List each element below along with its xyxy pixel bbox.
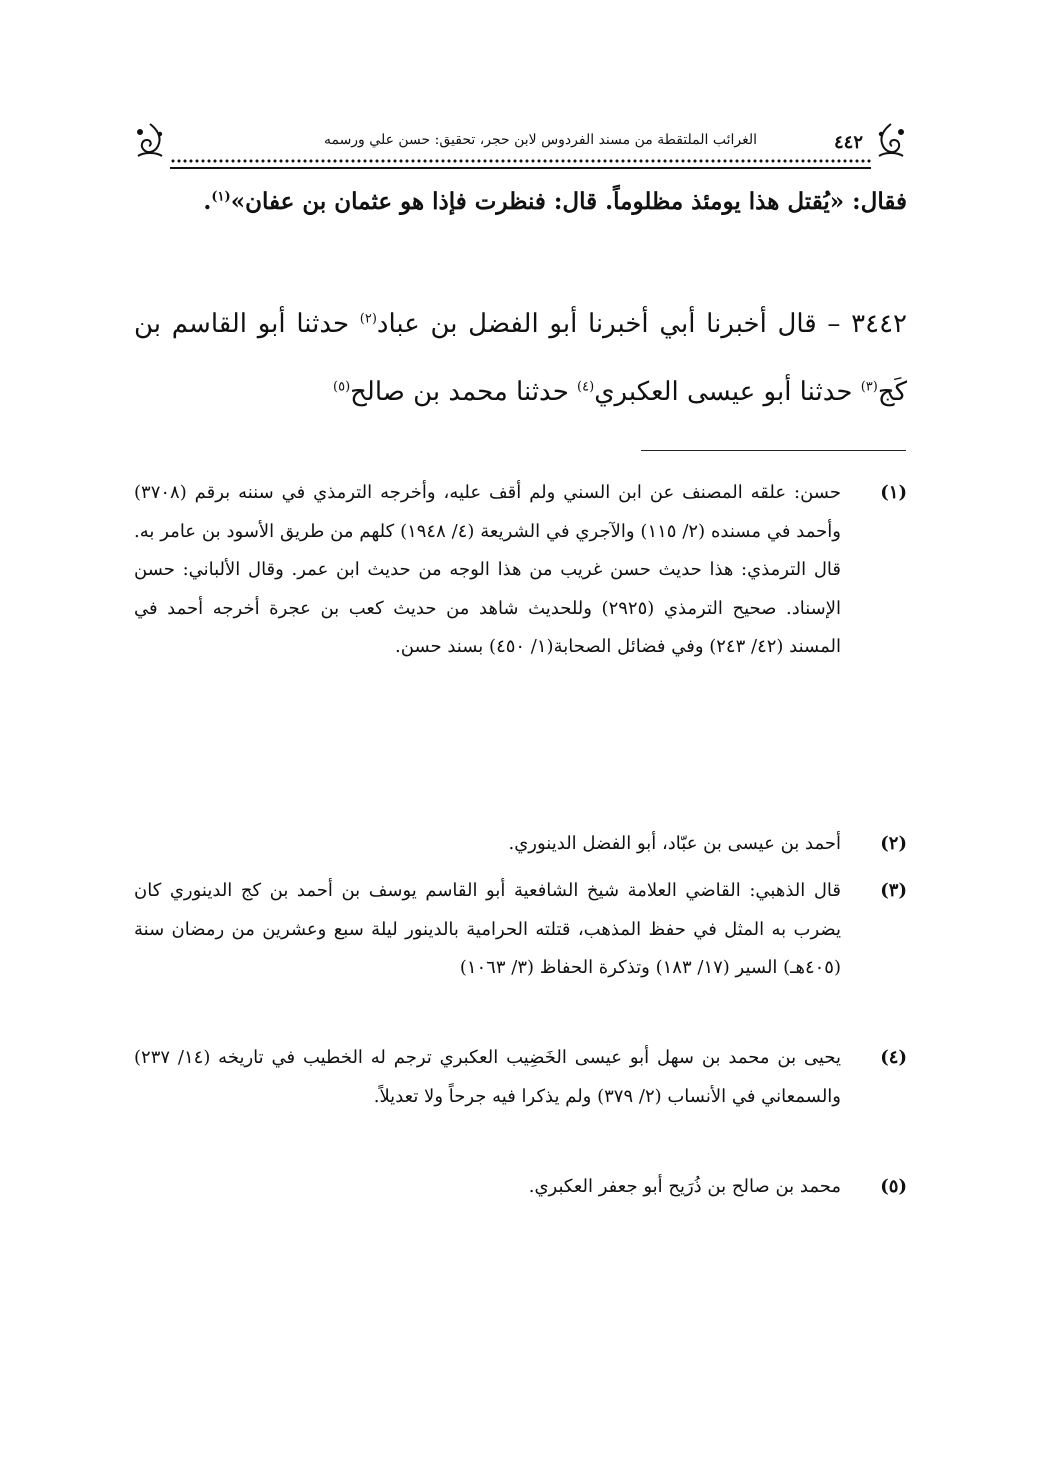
hadith-number: ٣٤٤٢ bbox=[851, 309, 907, 339]
footnote-text: قال الذهبي: القاضي العلامة شيخ الشافعية أبو القاسم يوسف بن أحمد بن كج الدينوري كان يضرب به المثل في حفظ المذهب، قتلته الحرامية بالدينور ليلة سبع وعشرين من رمضان سنة (٤٠٥هـ) السير (١٧/ ١٨٣) وتذكرة الحفاظ (٣/ ١٠٦٣) bbox=[134, 880, 841, 978]
footnote-text: يحيى بن محمد بن سهل أبو عيسى الخَضِيب العكبري ترجم له الخطيب في تاريخه (١٤/ ٢٣٧) والسمعاني في الأنساب (٢/ ٣٧٩) ولم يذكرا فيه جرحاً ولا تعديلاً. bbox=[134, 1047, 841, 1107]
footnote-ref: (٢) bbox=[359, 311, 377, 327]
hadith-text-part: حدثنا أبو عيسى العكبري bbox=[594, 377, 853, 407]
footnote-number: (٤) bbox=[880, 1047, 907, 1068]
footnote bbox=[134, 872, 907, 1034]
footnote-number: (١) bbox=[880, 482, 907, 503]
running-header bbox=[134, 118, 907, 174]
footnote-number: (٣) bbox=[880, 880, 907, 901]
footnote-number: (٥) bbox=[880, 1176, 907, 1197]
footnote-text: محمد بن صالح بن ذُرَيح أبو جعفر العكبري. bbox=[528, 1176, 841, 1197]
footnotes-section bbox=[134, 474, 907, 1212]
footnote bbox=[134, 1039, 907, 1163]
hadith-paragraph bbox=[134, 290, 907, 426]
footnote-text: حسن: علقه المصنف عن ابن السني ولم أقف عليه، وأخرجه الترمذي في سننه برقم (٣٧٠٨) وأحمد في مسنده (٢/ ١١٥) والآجري في الشريعة (٤/ ١٩٤٨) كلهم من طريق الأسود بن عامر به. قال الترمذي: هذا حديث حسن غريب من هذا الوجه من حديث ابن عمر. وقال الألباني: حسن الإسناد. صحيح الترمذي (٢٩٢٥) وللحديث شاهد من حديث كعب بن عجرة أخرجه أحمد في المسند (٤٢/ ٢٤٣) وفي فضائل الصحابة(١/ ٤٥٠) بسند حسن. bbox=[134, 482, 842, 657]
header-divider bbox=[170, 156, 871, 166]
footnote-ref: (١) bbox=[211, 189, 231, 205]
floral-ornament-icon bbox=[873, 122, 909, 162]
hadith-text-part: – قال أخبرنا أبي أخبرنا أبو الفضل بن عباد bbox=[376, 309, 841, 339]
hadith-text-part: حدثنا أبو القاسم بن كَج bbox=[134, 309, 907, 407]
hadith-text-part: حدثنا محمد بن صالح bbox=[350, 377, 569, 407]
footnote-number: (٢) bbox=[880, 833, 907, 854]
footnote bbox=[134, 474, 907, 820]
continuation-line bbox=[134, 182, 907, 222]
footnote-ref: (٥) bbox=[333, 379, 351, 395]
footnote-text: أحمد بن عيسى بن عبّاد، أبو الفضل الدينوري. bbox=[508, 833, 841, 854]
continuation-text: فقال: «يُقتل هذا يومئذ مظلوماً. قال: فنظرت فإذا هو عثمان بن عفان» bbox=[230, 188, 907, 215]
footnote bbox=[134, 1168, 907, 1207]
running-title: الغرائب الملتقطة من مسند الفردوس لابن حجر، تحقيق: حسن علي ورسمه bbox=[323, 132, 757, 148]
footnote-separator bbox=[641, 450, 906, 451]
continuation-end: . bbox=[203, 188, 212, 215]
footnote-ref: (٣) bbox=[860, 379, 878, 395]
footnote bbox=[134, 825, 907, 867]
page-number: ٤٤٢ bbox=[833, 132, 863, 153]
footnote-ref: (٤) bbox=[577, 379, 595, 395]
floral-ornament-icon bbox=[132, 122, 168, 162]
